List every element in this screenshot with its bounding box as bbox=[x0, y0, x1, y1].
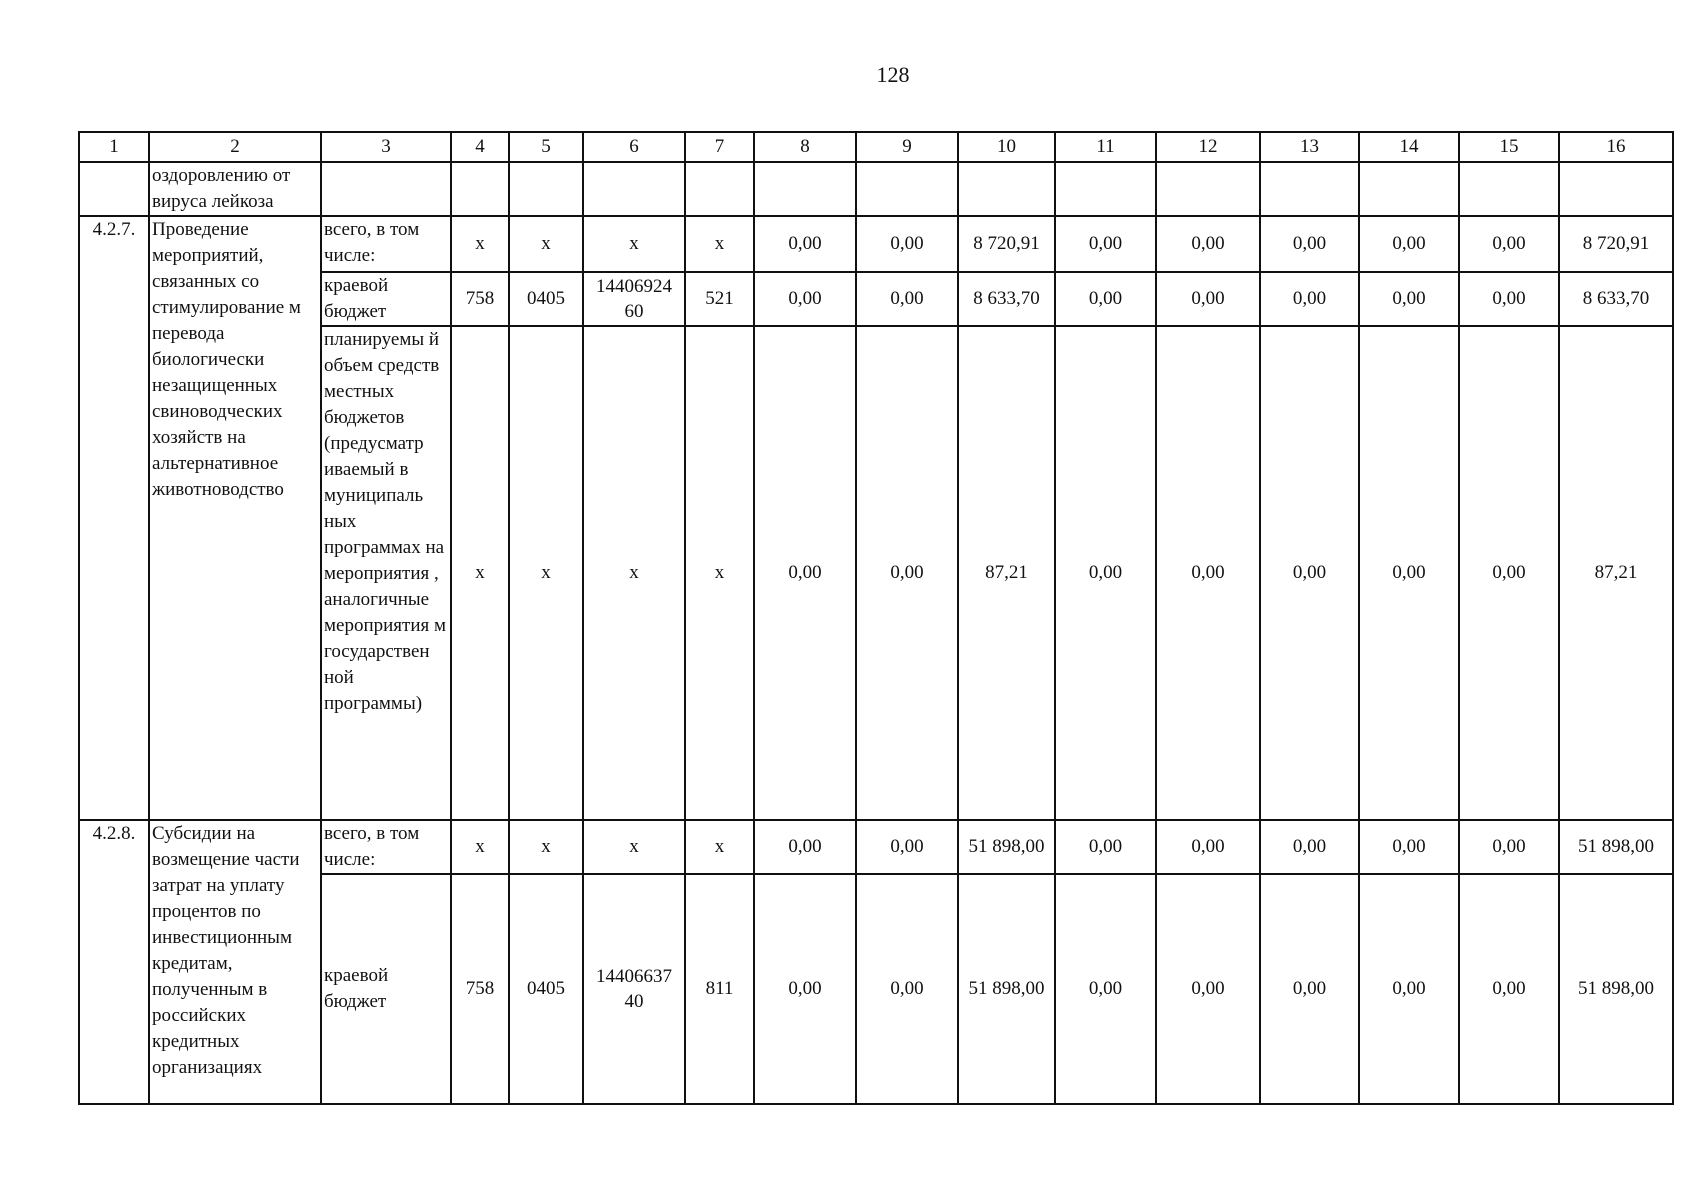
cell-col-7: x bbox=[685, 216, 754, 272]
cell-col-6: x bbox=[583, 326, 685, 820]
cell-col-14: 0,00 bbox=[1359, 820, 1459, 874]
continuation-row bbox=[79, 162, 1673, 216]
cell-col-16: 51 898,00 bbox=[1559, 874, 1673, 1104]
cell-col-10: 8 633,70 bbox=[958, 272, 1055, 326]
cell-col-11: 0,00 bbox=[1055, 874, 1156, 1104]
empty-cell bbox=[583, 162, 685, 216]
cell-col-9: 0,00 bbox=[856, 820, 958, 874]
funding-source: краевой бюджет bbox=[321, 272, 451, 326]
empty-cell bbox=[754, 162, 856, 216]
cell-col-4: 758 bbox=[451, 272, 509, 326]
cell-col-7: x bbox=[685, 820, 754, 874]
empty-cell bbox=[1359, 162, 1459, 216]
column-number: 6 bbox=[583, 132, 685, 162]
cell-col-6: 14406924 60 bbox=[583, 272, 685, 326]
item-description: Проведение мероприятий, связанных со стимулирование м перевода биологически незащищенных свиноводческих хозяйств на альтернативное животноводство bbox=[149, 216, 321, 820]
cell-col-9: 0,00 bbox=[856, 216, 958, 272]
cell-col-8: 0,00 bbox=[754, 272, 856, 326]
funding-source: планируемы й объем средств местных бюджетов (предусматр иваемый в муниципаль ных программах на мероприятия , аналогичные мероприятия м государствен ной программы) bbox=[321, 326, 451, 820]
cell-col-13: 0,00 bbox=[1260, 874, 1359, 1104]
empty-cell bbox=[1260, 162, 1359, 216]
cell-col-12: 0,00 bbox=[1156, 874, 1260, 1104]
cell-col-14: 0,00 bbox=[1359, 216, 1459, 272]
empty-cell bbox=[856, 162, 958, 216]
column-number: 12 bbox=[1156, 132, 1260, 162]
cell-col-10: 51 898,00 bbox=[958, 874, 1055, 1104]
column-number: 15 bbox=[1459, 132, 1559, 162]
column-number: 5 bbox=[509, 132, 583, 162]
column-number: 11 bbox=[1055, 132, 1156, 162]
cell-col-13: 0,00 bbox=[1260, 216, 1359, 272]
column-number: 7 bbox=[685, 132, 754, 162]
empty-cell bbox=[958, 162, 1055, 216]
empty-cell bbox=[1459, 162, 1559, 216]
cell-col-15: 0,00 bbox=[1459, 216, 1559, 272]
funding-source: всего, в том числе: bbox=[321, 820, 451, 874]
column-number: 14 bbox=[1359, 132, 1459, 162]
cell-col-16: 87,21 bbox=[1559, 326, 1673, 820]
empty-cell bbox=[1156, 162, 1260, 216]
cell-col-5: 0405 bbox=[509, 874, 583, 1104]
column-number: 3 bbox=[321, 132, 451, 162]
column-number: 16 bbox=[1559, 132, 1673, 162]
empty-cell bbox=[685, 162, 754, 216]
funding-source: краевой бюджет bbox=[321, 874, 451, 1104]
cell-col-5: 0405 bbox=[509, 272, 583, 326]
page-number: 128 bbox=[876, 62, 910, 87]
column-number: 9 bbox=[856, 132, 958, 162]
column-number: 4 bbox=[451, 132, 509, 162]
cell-col-5: x bbox=[509, 326, 583, 820]
funding-source: всего, в том числе: bbox=[321, 216, 451, 272]
budget-table bbox=[78, 131, 1674, 1105]
empty-cell bbox=[321, 162, 451, 216]
cell-col-11: 0,00 bbox=[1055, 216, 1156, 272]
cell-col-13: 0,00 bbox=[1260, 326, 1359, 820]
empty-cell bbox=[509, 162, 583, 216]
empty-cell bbox=[1559, 162, 1673, 216]
cell-col-11: 0,00 bbox=[1055, 326, 1156, 820]
cell-col-16: 8 720,91 bbox=[1559, 216, 1673, 272]
table-row bbox=[79, 820, 1673, 874]
column-number: 10 bbox=[958, 132, 1055, 162]
cell-col-15: 0,00 bbox=[1459, 326, 1559, 820]
cell-col-7: x bbox=[685, 326, 754, 820]
cell-col-8: 0,00 bbox=[754, 326, 856, 820]
cell-col-6: 14406637 40 bbox=[583, 874, 685, 1104]
column-number: 8 bbox=[754, 132, 856, 162]
cell-col-14: 0,00 bbox=[1359, 272, 1459, 326]
empty-cell bbox=[79, 162, 149, 216]
cell-col-5: x bbox=[509, 820, 583, 874]
cell-col-9: 0,00 bbox=[856, 326, 958, 820]
column-number: 2 bbox=[149, 132, 321, 162]
cell-col-16: 8 633,70 bbox=[1559, 272, 1673, 326]
cell-col-6: x bbox=[583, 216, 685, 272]
empty-cell bbox=[1055, 162, 1156, 216]
cell-col-15: 0,00 bbox=[1459, 272, 1559, 326]
cell-col-4: x bbox=[451, 216, 509, 272]
cell-col-8: 0,00 bbox=[754, 820, 856, 874]
empty-cell bbox=[451, 162, 509, 216]
table-row bbox=[79, 216, 1673, 272]
cell-col-12: 0,00 bbox=[1156, 216, 1260, 272]
cell-col-7: 521 bbox=[685, 272, 754, 326]
column-number-row bbox=[79, 132, 1673, 162]
cell-col-4: x bbox=[451, 326, 509, 820]
cell-col-13: 0,00 bbox=[1260, 820, 1359, 874]
cell-col-15: 0,00 bbox=[1459, 820, 1559, 874]
cell-col-6: x bbox=[583, 820, 685, 874]
cell-col-10: 51 898,00 bbox=[958, 820, 1055, 874]
cell-col-16: 51 898,00 bbox=[1559, 820, 1673, 874]
cell-col-15: 0,00 bbox=[1459, 874, 1559, 1104]
cell-col-8: 0,00 bbox=[754, 874, 856, 1104]
cell-col-9: 0,00 bbox=[856, 272, 958, 326]
cell-col-12: 0,00 bbox=[1156, 272, 1260, 326]
cell-col-13: 0,00 bbox=[1260, 272, 1359, 326]
cell-col-14: 0,00 bbox=[1359, 326, 1459, 820]
cell-col-7: 811 bbox=[685, 874, 754, 1104]
cell-col-5: x bbox=[509, 216, 583, 272]
cell-col-11: 0,00 bbox=[1055, 272, 1156, 326]
cell-col-10: 87,21 bbox=[958, 326, 1055, 820]
cell-col-8: 0,00 bbox=[754, 216, 856, 272]
cell-col-4: 758 bbox=[451, 874, 509, 1104]
cell-col-12: 0,00 bbox=[1156, 326, 1260, 820]
cell-col-14: 0,00 bbox=[1359, 874, 1459, 1104]
item-description: Субсидии на возмещение части затрат на уплату процентов по инвестиционным кредитам, полученным в российских кредитных организациях bbox=[149, 820, 321, 1104]
cell-col-12: 0,00 bbox=[1156, 820, 1260, 874]
cell-col-11: 0,00 bbox=[1055, 820, 1156, 874]
item-index: 4.2.7. bbox=[79, 216, 149, 820]
column-number: 1 bbox=[79, 132, 149, 162]
continuation-description: оздоровлению от вируса лейкоза bbox=[149, 162, 321, 216]
item-index: 4.2.8. bbox=[79, 820, 149, 1104]
cell-col-9: 0,00 bbox=[856, 874, 958, 1104]
column-number: 13 bbox=[1260, 132, 1359, 162]
cell-col-10: 8 720,91 bbox=[958, 216, 1055, 272]
cell-col-4: x bbox=[451, 820, 509, 874]
